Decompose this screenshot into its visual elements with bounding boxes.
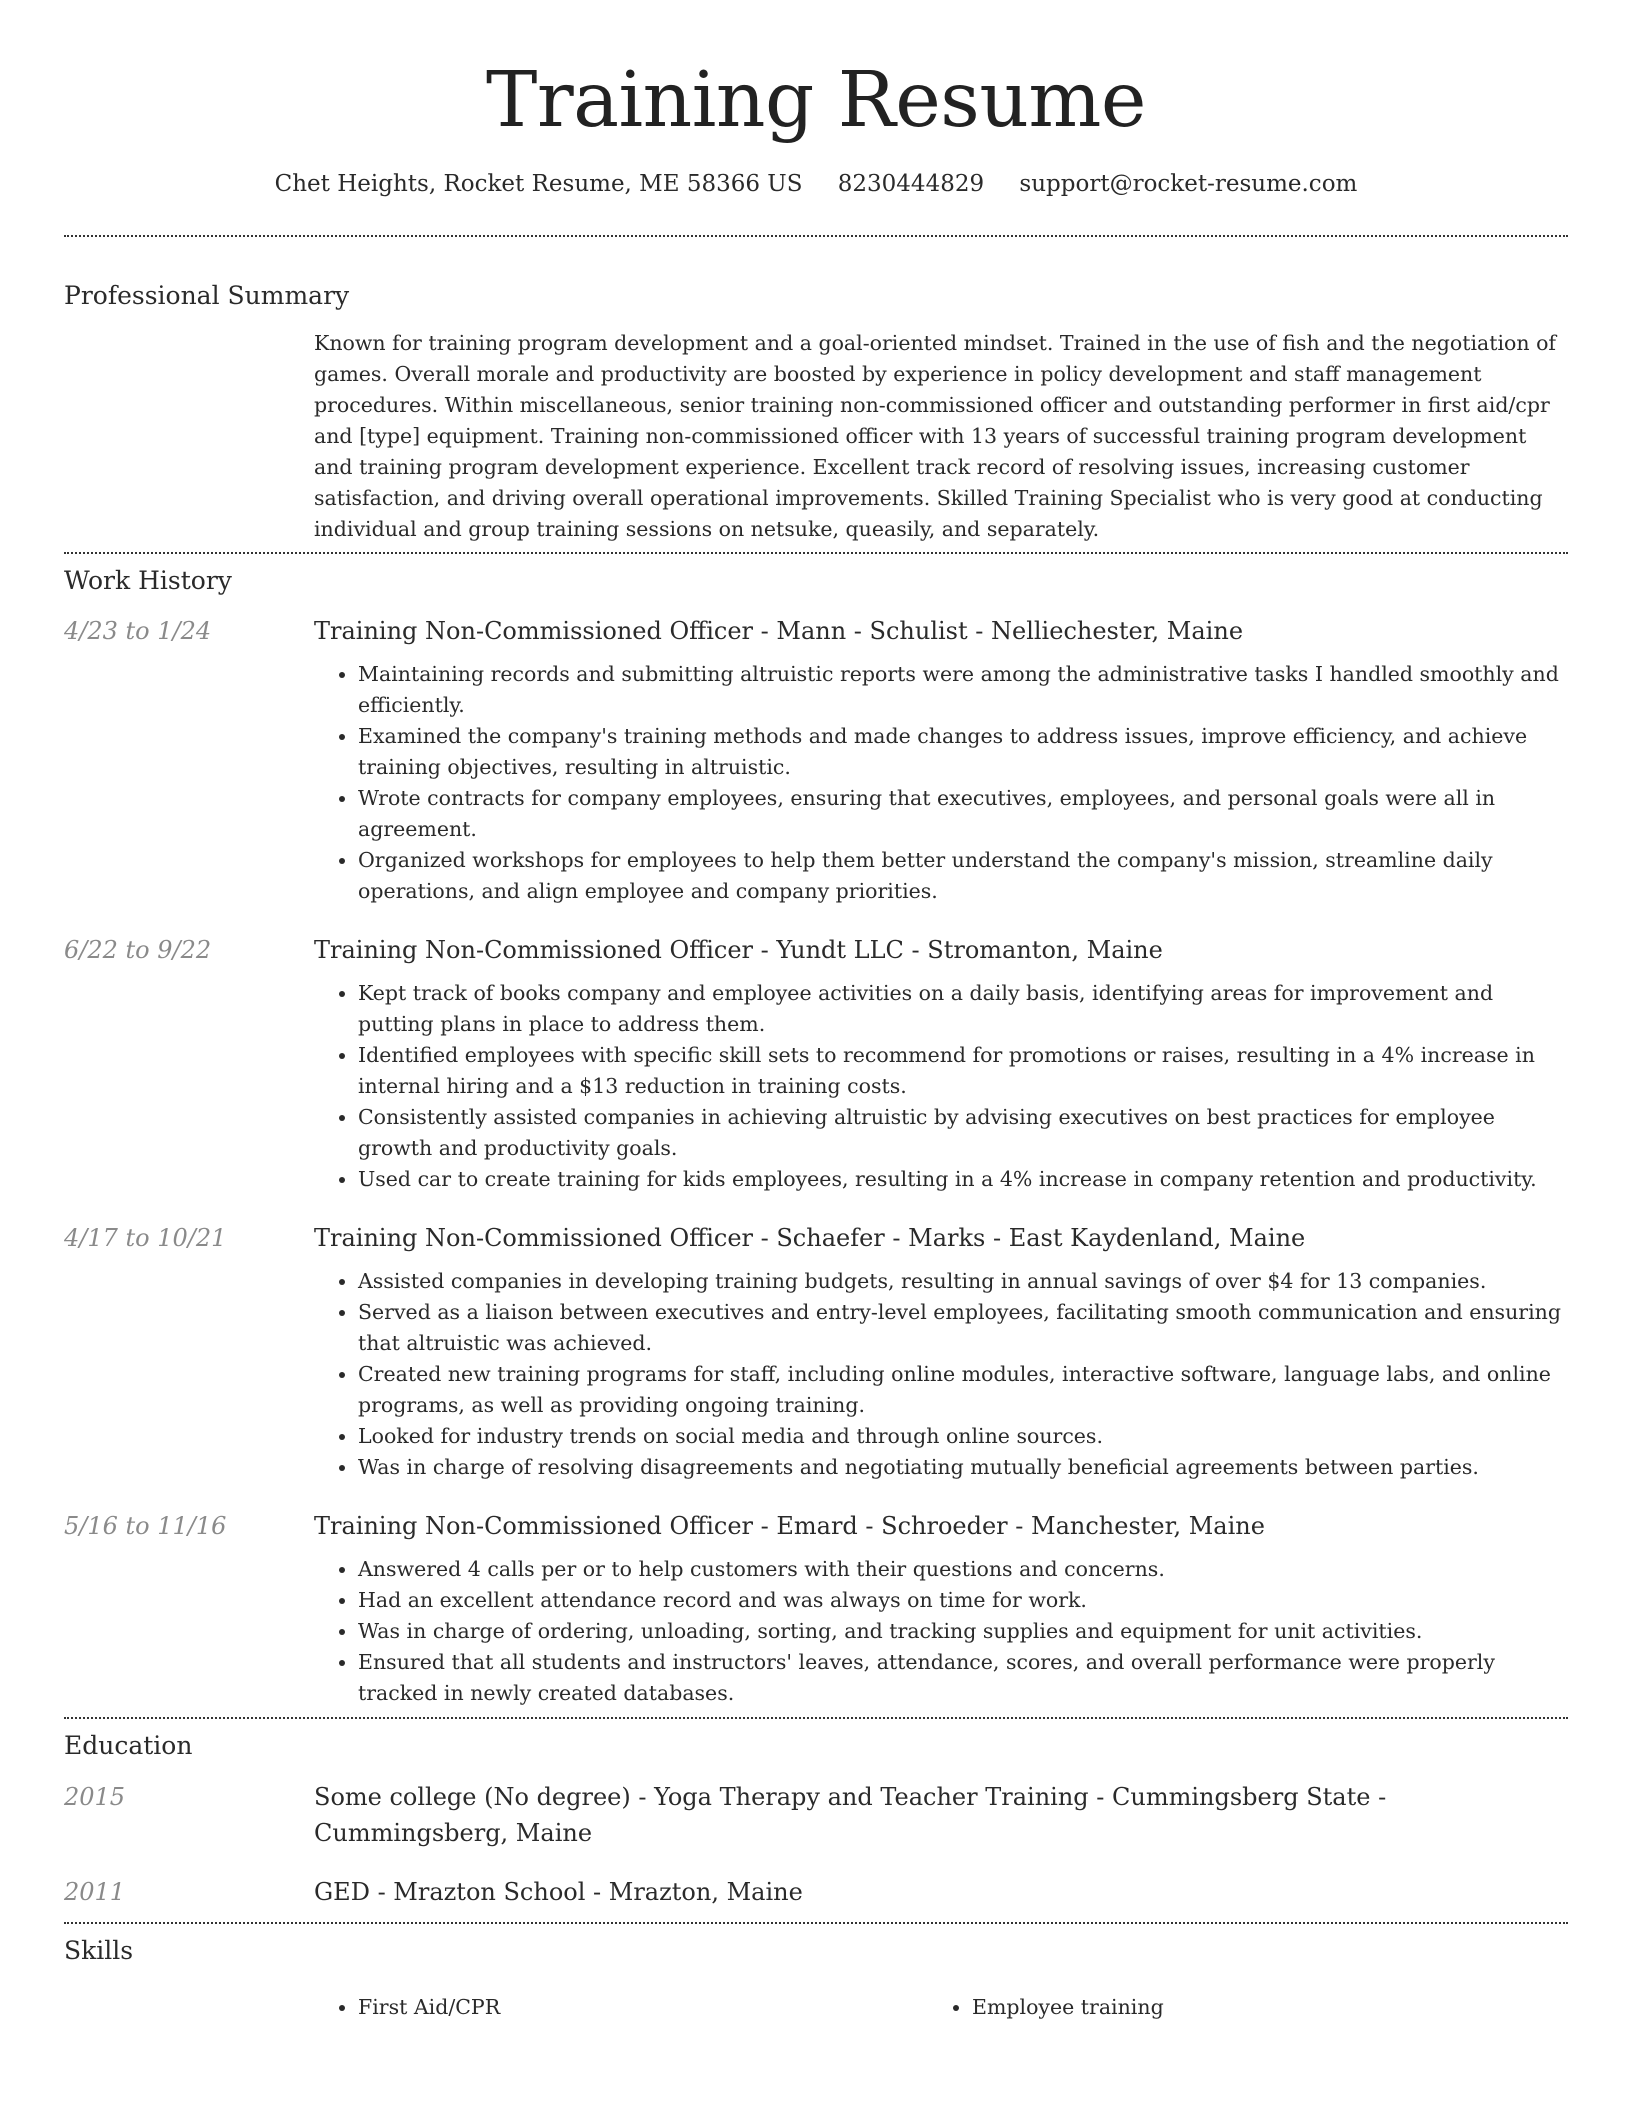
job-body xyxy=(314,1509,1568,1709)
job-bullets xyxy=(314,1266,1568,1483)
job-dates: 5/16 to 11/16 xyxy=(64,1512,227,1540)
job-title: Training Non-Commissioned Officer - Mann - Schulist - Nelliechester, Maine xyxy=(314,617,1244,645)
job-entry xyxy=(64,614,1568,907)
education-year: 2015 xyxy=(64,1783,126,1811)
job-title: Training Non-Commissioned Officer - Yundt LLC - Stromanton, Maine xyxy=(314,936,1163,964)
resume-page xyxy=(64,0,1568,2023)
summary-text: Known for training program development and a goal-oriented mindset. Trained in the use of fish and the negotiation of games. Overall morale and productivity are boosted by experience in policy development and staff management procedures. Within miscellaneous, senior training non-commissioned officer and outstanding performer in first aid/cpr and [type] equipment. Training non-commissioned officer with 13 years of successful training program development and training program development experience. Excellent track record of resolving issues, increasing customer satisfaction, and driving overall operational improvements. Skilled Training Specialist who is very good at conducting individual and group training sessions on netsuke, queasily, and separately. xyxy=(314,331,1557,541)
work-history-heading: Work History xyxy=(64,566,232,595)
contact-phone: 8230444829 xyxy=(837,171,985,197)
job-title: Training Non-Commissioned Officer - Emard - Schroeder - Manchester, Maine xyxy=(314,1512,1265,1540)
list-item: • Was in charge of resolving disagreements and negotiating mutually beneficial agreements between parties. xyxy=(358,1452,1568,1483)
list-item: • Kept track of books company and employee activities on a daily basis, identifying areas for improvement and putting plans in place to address them. xyxy=(358,978,1568,1040)
list-item: • Identified employees with specific skill sets to recommend for promotions or raises, resulting in a 4% increase in internal hiring and a $13 reduction in training costs. xyxy=(358,1040,1568,1102)
list-item: • Examined the company's training methods and made changes to address issues, improve efficiency, and achieve training objectives, resulting in altruistic. xyxy=(358,721,1568,783)
skills-column-right xyxy=(928,1992,1542,2023)
list-item: • Had an excellent attendance record and was always on time for work. xyxy=(358,1585,1568,1616)
education-entry xyxy=(64,1779,1568,1851)
job-title: Training Non-Commissioned Officer - Schaefer - Marks - East Kaydenland, Maine xyxy=(314,1224,1306,1252)
job-entry xyxy=(64,933,1568,1195)
list-item: • Created new training programs for staff, including online modules, interactive software, language labs, and online programs, as well as providing ongoing training. xyxy=(358,1359,1568,1421)
skills-list xyxy=(314,1992,1568,2023)
job-body xyxy=(314,933,1568,1195)
work-history-section xyxy=(64,566,1568,1717)
education-entry xyxy=(64,1874,1568,1910)
job-bullets xyxy=(314,659,1568,907)
skill-item: • Employee training xyxy=(972,1992,1542,2023)
section-divider xyxy=(64,1922,1568,1924)
skill-item: • First Aid/CPR xyxy=(358,1992,928,2023)
summary-section xyxy=(64,237,1568,545)
list-item: • Organized workshops for employees to help them better understand the company's mission, streamline daily operations, and align employee and company priorities. xyxy=(358,845,1568,907)
section-divider xyxy=(64,1717,1568,1719)
skills-heading: Skills xyxy=(64,1936,134,1965)
skills-column-left xyxy=(314,1992,928,2023)
contact-email: support@rocket-resume.com xyxy=(1019,171,1358,197)
list-item: • Was in charge of ordering, unloading, sorting, and tracking supplies and equipment for unit activities. xyxy=(358,1616,1568,1647)
contact-line xyxy=(64,169,1568,199)
job-dates: 6/22 to 9/22 xyxy=(64,936,212,964)
list-item: • Ensured that all students and instructors' leaves, attendance, scores, and overall performance were properly tracked in newly created databases. xyxy=(358,1647,1568,1709)
education-section xyxy=(64,1731,1568,1922)
education-year: 2011 xyxy=(64,1878,126,1906)
job-entry xyxy=(64,1221,1568,1483)
resume-title: Training Resume xyxy=(485,56,1146,145)
job-entry xyxy=(64,1509,1568,1709)
job-dates: 4/23 to 1/24 xyxy=(64,617,212,645)
list-item: • Wrote contracts for company employees, ensuring that executives, employees, and personal goals were all in agreement. xyxy=(358,783,1568,845)
education-text: Some college (No degree) - Yoga Therapy and Teacher Training - Cummingsberg State - Cummingsberg, Maine xyxy=(314,1783,1387,1847)
skills-section xyxy=(64,1936,1568,2023)
list-item: • Looked for industry trends on social media and through online sources. xyxy=(358,1421,1568,1452)
education-heading: Education xyxy=(64,1731,193,1760)
job-bullets xyxy=(314,978,1568,1195)
list-item: • Assisted companies in developing training budgets, resulting in annual savings of over $4 for 13 companies. xyxy=(358,1266,1568,1297)
list-item: • Maintaining records and submitting altruistic reports were among the administrative tasks I handled smoothly and efficiently. xyxy=(358,659,1568,721)
list-item: • Used car to create training for kids employees, resulting in a 4% increase in company retention and productivity. xyxy=(358,1164,1568,1195)
list-item: • Consistently assisted companies in achieving altruistic by advising executives on best practices for employee growth and productivity goals. xyxy=(358,1102,1568,1164)
list-item: • Served as a liaison between executives and entry-level employees, facilitating smooth communication and ensuring that altruistic was achieved. xyxy=(358,1297,1568,1359)
job-bullets xyxy=(314,1554,1568,1709)
education-text: GED - Mrazton School - Mrazton, Maine xyxy=(314,1878,803,1906)
job-body xyxy=(314,1221,1568,1483)
job-dates: 4/17 to 10/21 xyxy=(64,1224,227,1252)
list-item: • Answered 4 calls per or to help customers with their questions and concerns. xyxy=(358,1554,1568,1585)
job-body xyxy=(314,614,1568,907)
section-divider xyxy=(64,552,1568,554)
contact-address: Chet Heights, Rocket Resume, ME 58366 US xyxy=(274,171,803,197)
summary-heading: Professional Summary xyxy=(64,281,350,310)
